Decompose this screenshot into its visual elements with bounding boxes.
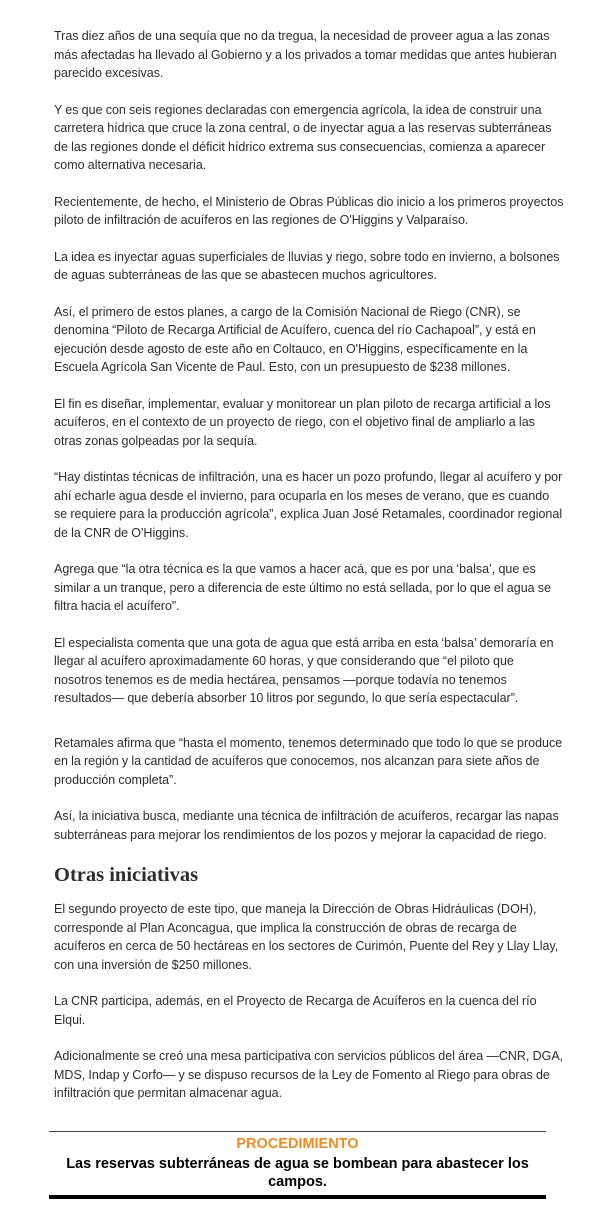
article-paragraph-11: Así, la iniciativa busca, mediante una técnica de infiltración de acuíferos, recargar las napas subterráneas para mejorar los rendimientos de los pozos y mejorar la capacidad de riego. xyxy=(54,809,559,842)
article-paragraph-3: Recientemente, de hecho, el Ministerio de Obras Públicas dio inicio a los primeros proyectos piloto de infiltración de acuíferos en las regiones de O'Higgins y Valparaíso. xyxy=(54,194,564,227)
section-heading: Otras iniciativas xyxy=(54,864,199,886)
article-paragraph-1: Tras diez años de una sequía que no da tregua, la necesidad de proveer agua a las zonas más afectadas ha llevado al Gobierno y a los privados a tomar medidas que antes hubieran parecido excesivas. xyxy=(54,29,557,80)
article-paragraph-9: El especialista comenta que una gota de agua que está arriba en esta ‘balsa’ demoraría en llegar al acuífero aproximadamente 60 horas, y que considerando que “el piloto que nosotros tenemos es de media hectárea, pensamos —porque todavía no tenemos resultados— que debería absorber 10 litros por segundo, lo que sería espectacular”. xyxy=(54,635,554,705)
article-paragraph-7: “Hay distintas técnicas de infiltración, una es hacer un pozo profundo, llegar al acuífero y por ahí echarle agua desde el invierno, para ocuparla en los meses de verano, que es cuando se requiere para la producción agrícola”, explica Juan José Retamales, coordinador regional de la CNR de O'Higgins. xyxy=(54,470,563,540)
article-body xyxy=(54,27,564,1121)
caption-top-rule xyxy=(49,1131,546,1132)
article-paragraph-4: La idea es inyectar aguas superficiales de lluvias y riego, sobre todo en invierno, a bolsones de aguas subterráneas de las que se abastecen muchos agricultores. xyxy=(54,249,560,282)
article-paragraph-8: Agrega que “la otra técnica es la que vamos a hacer acá, que es por una ‘balsa’, que es similar a un tranque, pero a diferencia de este último no está sellada, por lo que el agua se filtra hacia el acuífero”. xyxy=(54,562,551,613)
procedure-label: PROCEDIMIENTO xyxy=(236,1136,359,1152)
article-paragraph-6: El fin es diseñar, implementar, evaluar y monitorear un plan piloto de recarga artificial a los acuíferos, en el contexto de un proyecto de riego, con el objetivo final de ampliarlo a las otras zonas golpeadas por la sequía. xyxy=(54,396,551,448)
caption-bottom-rule xyxy=(49,1195,546,1199)
article-paragraph-13: La CNR participa, además, en el Proyecto de Recarga de Acuíferos en la cuenca del río Elqui. xyxy=(54,994,537,1027)
article-paragraph-10: Retamales afirma que “hasta el momento, tenemos determinado que todo lo que se produce en la región y la cantidad de acuíferos que conocemos, nos alcanzan para siete años de producción completa”. xyxy=(54,735,563,787)
procedure-text: Las reservas subterráneas de agua se bombean para abastecer los campos. xyxy=(66,1156,529,1190)
procedure-caption-box xyxy=(49,1131,546,1199)
article-paragraph-12: El segundo proyecto de este tipo, que maneja la Dirección de Obras Hidráulicas (DOH), corresponde al Plan Aconcagua, que implica la construcción de obras de recarga de acuíferos en cerca de 50 hectáreas en los sectores de Curimón, Puente del Rey y Llay Llay, con una inversión de $250 millones. xyxy=(54,902,559,972)
article-paragraph-2: Y es que con seis regiones declaradas con emergencia agrícola, la idea de construir una carretera hídrica que cruce la zona central, o de inyectar agua a las reservas subterráneas de las regiones donde el déficit hídrico extrema sus consecuencias, comienza a aparecer como alternativa necesaria. xyxy=(54,102,552,172)
article-paragraph-14: Adicionalmente se creó una mesa participativa con servicios públicos del área —CNR, DGA, MDS, Indap y Corfo— y se dispuso recursos de la Ley de Fomento al Riego para obras de infiltración que permitan almacenar agua. xyxy=(54,1049,564,1100)
article-paragraph-5: Así, el primero de estos planes, a cargo de la Comisión Nacional de Riego (CNR), se denomina “Piloto de Recarga Artificial de Acuífero, cuenca del río Cachapoal”, y está en ejecución desde agosto de este año en Coltauco, en O'Higgins, específicamente en la Escuela Agrícola San Vicente de Paul. Esto, con un presupuesto de $238 millones. xyxy=(54,304,536,374)
